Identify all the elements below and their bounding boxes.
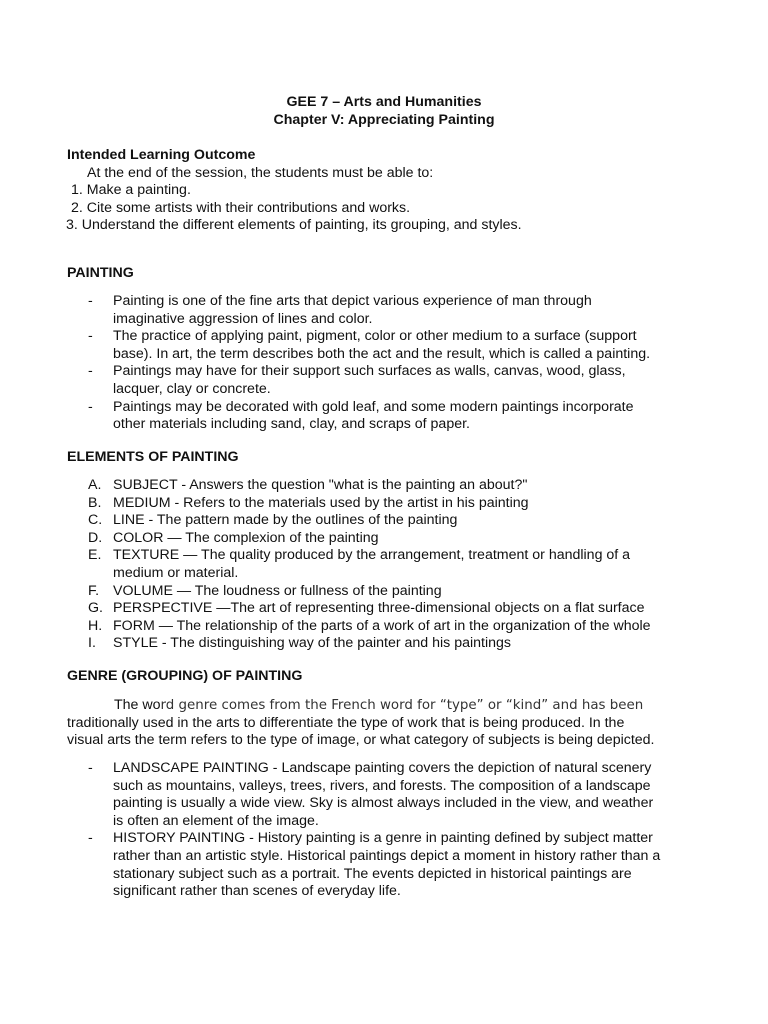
list-item-text: VOLUME — The loudness or fullness of the painting: [113, 582, 442, 599]
paragraph-line: traditionally used in the arts to differentiate the type of work that is being produced. In the: [67, 714, 625, 731]
list-item-text: base). In art, the term describes both the act and the result, which is called a painting.: [113, 345, 651, 362]
list-item-text: significant rather than scenes of everyday life.: [113, 883, 401, 900]
list-item: [88, 293, 708, 328]
outcome-item: 3. Understand the different elements of painting, its grouping, and styles.: [66, 217, 522, 234]
list-dash: -: [88, 760, 93, 776]
paragraph-line: visual arts the term refers to the type of image, or what category of subjects is being depicted.: [67, 732, 655, 749]
learning-outcome-heading: Intended Learning Outcome: [67, 147, 256, 163]
learning-outcome-section: [67, 147, 727, 235]
list-item-text: FORM — The relationship of the parts of a work of art in the organization of the whole: [113, 617, 651, 634]
list-item: [88, 547, 708, 582]
list-item-text: MEDIUM - Refers to the materials used by the artist in his painting: [113, 494, 529, 511]
list-item: [88, 530, 708, 548]
list-item: [88, 495, 708, 513]
paragraph-text: rd genre comes from the French word for “type” or “kind” and has been: [160, 698, 644, 713]
list-dash: -: [88, 363, 93, 380]
outcome-item: 2. Cite some artists with their contributions and works.: [71, 199, 411, 216]
painting-heading: PAINTING: [67, 265, 134, 281]
list-item-text: Painting is one of the fine arts that depict various experience of man through: [113, 293, 592, 309]
list-item-text: TEXTURE — The quality produced by the arrangement, treatment or handling of a: [113, 547, 631, 564]
list-letter: D.: [88, 529, 103, 546]
list-item-text: LINE - The pattern made by the outlines of the painting: [113, 512, 458, 529]
list-item-text: imaginative aggression of lines and color.: [113, 310, 373, 327]
list-item: [88, 477, 708, 495]
list-item-text: other materials including sand, clay, and scraps of paper.: [113, 416, 470, 433]
list-item-text: medium or material.: [113, 564, 239, 581]
list-item-text: HISTORY PAINTING - History painting is a genre in painting defined by subject matter: [113, 830, 653, 847]
list-item-text: PERSPECTIVE —The art of representing three-dimensional objects on a flat surface: [113, 600, 645, 617]
genre-paragraph: [67, 697, 707, 750]
chapter-title: Chapter V: Appreciating Painting: [273, 111, 495, 128]
genre-list: [88, 760, 708, 901]
list-item: [88, 635, 708, 653]
list-letter: I.: [88, 635, 96, 652]
elements-heading: ELEMENTS OF PAINTING: [67, 449, 239, 465]
list-item-text: such as mountains, valleys, trees, rivers, and forests. The composition of a landscape: [113, 777, 651, 794]
list-item: [88, 399, 708, 434]
list-letter: A.: [88, 477, 102, 493]
list-item-text: lacquer, clay or concrete.: [113, 380, 271, 397]
outcome-item: 1. Make a painting.: [71, 182, 191, 199]
genre-heading: GENRE (GROUPING) OF PAINTING: [67, 668, 303, 684]
list-item: [88, 760, 708, 830]
list-item: [88, 328, 708, 363]
list-item-text: STYLE - The distinguishing way of the painter and his paintings: [113, 635, 512, 652]
learning-outcome-intro: At the end of the session, the students must be able to:: [87, 164, 434, 181]
list-letter: B.: [88, 494, 102, 511]
elements-list: [88, 477, 708, 653]
list-item-text: COLOR — The complexion of the painting: [113, 529, 379, 546]
list-item-text: is often an element of the image.: [113, 812, 319, 829]
painting-list: [88, 293, 708, 434]
list-item-text: Paintings may be decorated with gold leaf, and some modern paintings incorporate: [113, 398, 634, 415]
list-item: [88, 512, 708, 530]
list-item-text: The practice of applying paint, pigment, color or other medium to a surface (support: [113, 328, 637, 345]
list-item-text: stationary subject such as a portrait. The events depicted in historical paintings are: [113, 865, 632, 882]
list-dash: -: [88, 830, 93, 847]
list-item-text: painting is usually a wide view. Sky is almost always included in the view, and weather: [113, 795, 654, 812]
list-letter: G.: [88, 600, 103, 617]
list-letter: C.: [88, 512, 103, 529]
list-letter: H.: [88, 617, 103, 634]
list-item-text: SUBJECT - Answers the question "what is the painting an about?": [113, 477, 528, 493]
list-letter: F.: [88, 582, 100, 599]
list-item: [88, 583, 708, 601]
list-item: [88, 830, 708, 900]
paragraph-line: [67, 697, 707, 715]
list-dash: -: [88, 398, 93, 415]
list-letter: E.: [88, 547, 102, 564]
list-dash: -: [88, 293, 93, 309]
title-block: [0, 94, 768, 129]
paragraph-text: The wo: [114, 697, 161, 713]
list-item-text: Paintings may have for their support such surfaces as walls, canvas, wood, glass,: [113, 363, 626, 380]
list-dash: -: [88, 328, 93, 345]
list-item-text: rather than an artistic style. Historical paintings depict a moment in history rather than a: [113, 847, 661, 864]
course-title: GEE 7 – Arts and Humanities: [286, 94, 482, 110]
list-item: [88, 363, 708, 398]
list-item: [88, 618, 708, 636]
list-item: [88, 600, 708, 618]
list-item-text: LANDSCAPE PAINTING - Landscape painting covers the depiction of natural scenery: [113, 760, 652, 776]
